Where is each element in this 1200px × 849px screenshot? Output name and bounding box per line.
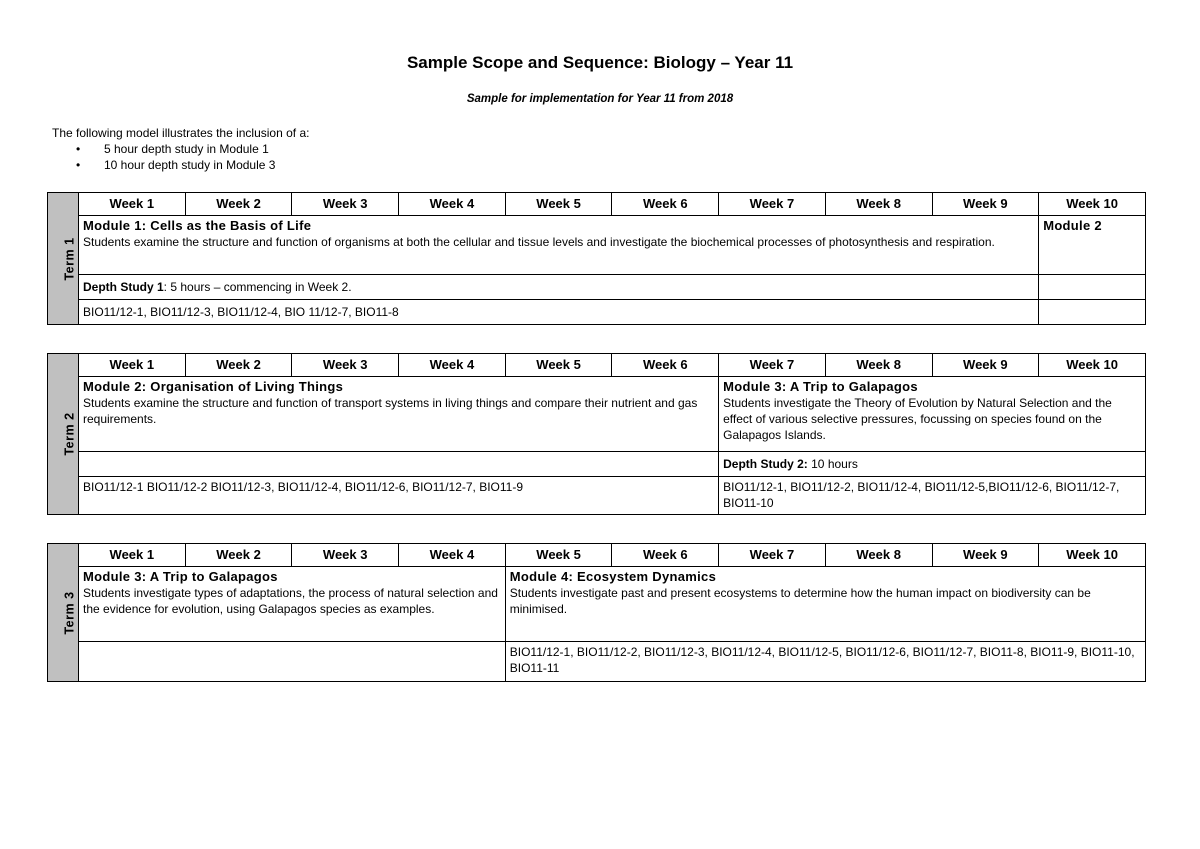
intro-list xyxy=(52,141,309,173)
week-header: Week 2 xyxy=(185,354,292,377)
week-header: Week 6 xyxy=(612,193,719,216)
week-header: Week 10 xyxy=(1039,354,1146,377)
week-header: Week 10 xyxy=(1039,544,1146,567)
depth-study-text: 10 hours xyxy=(807,457,858,471)
module-description: Students investigate past and present ecosystems to determine how the human impact on biodiversity can be minimised. xyxy=(509,586,1091,616)
intro-bullet: • 5 hour depth study in Module 1 xyxy=(52,141,309,157)
week-header: Week 4 xyxy=(399,193,506,216)
term1-depth-study xyxy=(79,275,1039,300)
term3-label: Term 3 xyxy=(48,544,79,682)
module-description: Students examine the structure and function of organisms at both the cellular and tissue levels and investigate the biochemical processes of photosynthesis and respiration. xyxy=(83,235,995,249)
week-header: Week 6 xyxy=(612,544,719,567)
term1-next-module: Module 2 xyxy=(1039,216,1146,275)
empty-cell xyxy=(79,642,506,682)
module-description: Students investigate types of adaptations, the process of natural selection and the evidence for evolution, using Galapagos species as examples. xyxy=(83,586,498,616)
week-header: Week 1 xyxy=(79,544,186,567)
week-header: Week 3 xyxy=(292,544,399,567)
term2-depth-study xyxy=(719,452,1146,477)
term2-module-3-cell xyxy=(719,377,1146,452)
term2-outcomes-module-3: BIO11/12-1, BIO11/12-2, BIO11/12-4, BIO11/12-5,BIO11/12-6, BIO11/12-7, BIO11-10 xyxy=(719,477,1146,515)
week-header: Week 5 xyxy=(505,193,612,216)
week-header: Week 1 xyxy=(79,193,186,216)
depth-study-label: Depth Study 2: xyxy=(723,457,808,471)
week-header: Week 9 xyxy=(932,354,1039,377)
module-title: Module 2: Organisation of Living Things xyxy=(83,379,344,394)
week-header: Week 8 xyxy=(825,193,932,216)
term3-table xyxy=(47,543,1146,682)
week-header: Week 7 xyxy=(719,544,826,567)
week-header: Week 7 xyxy=(719,354,826,377)
term3-outcomes-module-4: BIO11/12-1, BIO11/12-2, BIO11/12-3, BIO11/12-4, BIO11/12-5, BIO11/12-6, BIO11/12-7, BIO11-8, BIO11-9, BIO11-10, BIO11-11 xyxy=(505,642,1145,682)
module-description: Students examine the structure and function of transport systems in living things and compare their nutrient and gas requirements. xyxy=(83,396,698,426)
week-header: Week 10 xyxy=(1039,193,1146,216)
term2-outcomes-module-2: BIO11/12-1 BIO11/12-2 BIO11/12-3, BIO11/12-4, BIO11/12-6, BIO11/12-7, BIO11-9 xyxy=(79,477,719,515)
week-header: Week 4 xyxy=(399,544,506,567)
intro-lead: The following model illustrates the inclusion of a: xyxy=(52,126,310,140)
module-title: Module 4: Ecosystem Dynamics xyxy=(509,569,717,584)
term1-table xyxy=(47,192,1146,325)
week-header: Week 6 xyxy=(612,354,719,377)
term1-outcomes: BIO11/12-1, BIO11/12-3, BIO11/12-4, BIO 11/12-7, BIO11-8 xyxy=(79,300,1039,325)
week-header: Week 5 xyxy=(505,544,612,567)
week-header: Week 9 xyxy=(932,544,1039,567)
page-subtitle: Sample for implementation for Year 11 from 2018 xyxy=(466,93,734,105)
term3-module-4-cell xyxy=(505,567,1145,642)
intro-bullet: • 10 hour depth study in Module 3 xyxy=(52,157,309,173)
term2-table xyxy=(47,353,1146,515)
empty-cell xyxy=(1039,275,1146,300)
week-header: Week 4 xyxy=(399,354,506,377)
empty-cell xyxy=(79,452,719,477)
week-header: Week 8 xyxy=(825,544,932,567)
term1-label: Term 1 xyxy=(48,193,79,325)
depth-study-text: : 5 hours – commencing in Week 2. xyxy=(163,280,352,294)
module-title: Module 1: Cells as the Basis of Life xyxy=(83,218,312,233)
term2-module-2-cell xyxy=(79,377,719,452)
term3-module-3-cell xyxy=(79,567,506,642)
empty-cell xyxy=(1039,300,1146,325)
depth-study-label: Depth Study 1 xyxy=(83,280,164,294)
term1-module-cell xyxy=(79,216,1039,275)
intro xyxy=(52,125,309,173)
term2-label: Term 2 xyxy=(48,354,79,515)
week-header: Week 5 xyxy=(505,354,612,377)
week-header: Week 2 xyxy=(185,193,292,216)
module-description: Students investigate the Theory of Evolution by Natural Selection and the effect of various selective pressures, focussing on species found on the Galapagos Islands. xyxy=(723,396,1112,442)
week-header: Week 2 xyxy=(185,544,292,567)
week-header: Week 1 xyxy=(79,354,186,377)
week-header: Week 9 xyxy=(932,193,1039,216)
module-title: Module 3: A Trip to Galapagos xyxy=(723,379,918,394)
week-header: Week 3 xyxy=(292,354,399,377)
week-header: Week 3 xyxy=(292,193,399,216)
week-header: Week 8 xyxy=(825,354,932,377)
page-title: Sample Scope and Sequence: Biology – Year 11 xyxy=(406,53,794,72)
module-title: Module 3: A Trip to Galapagos xyxy=(83,569,278,584)
week-header: Week 7 xyxy=(719,193,826,216)
